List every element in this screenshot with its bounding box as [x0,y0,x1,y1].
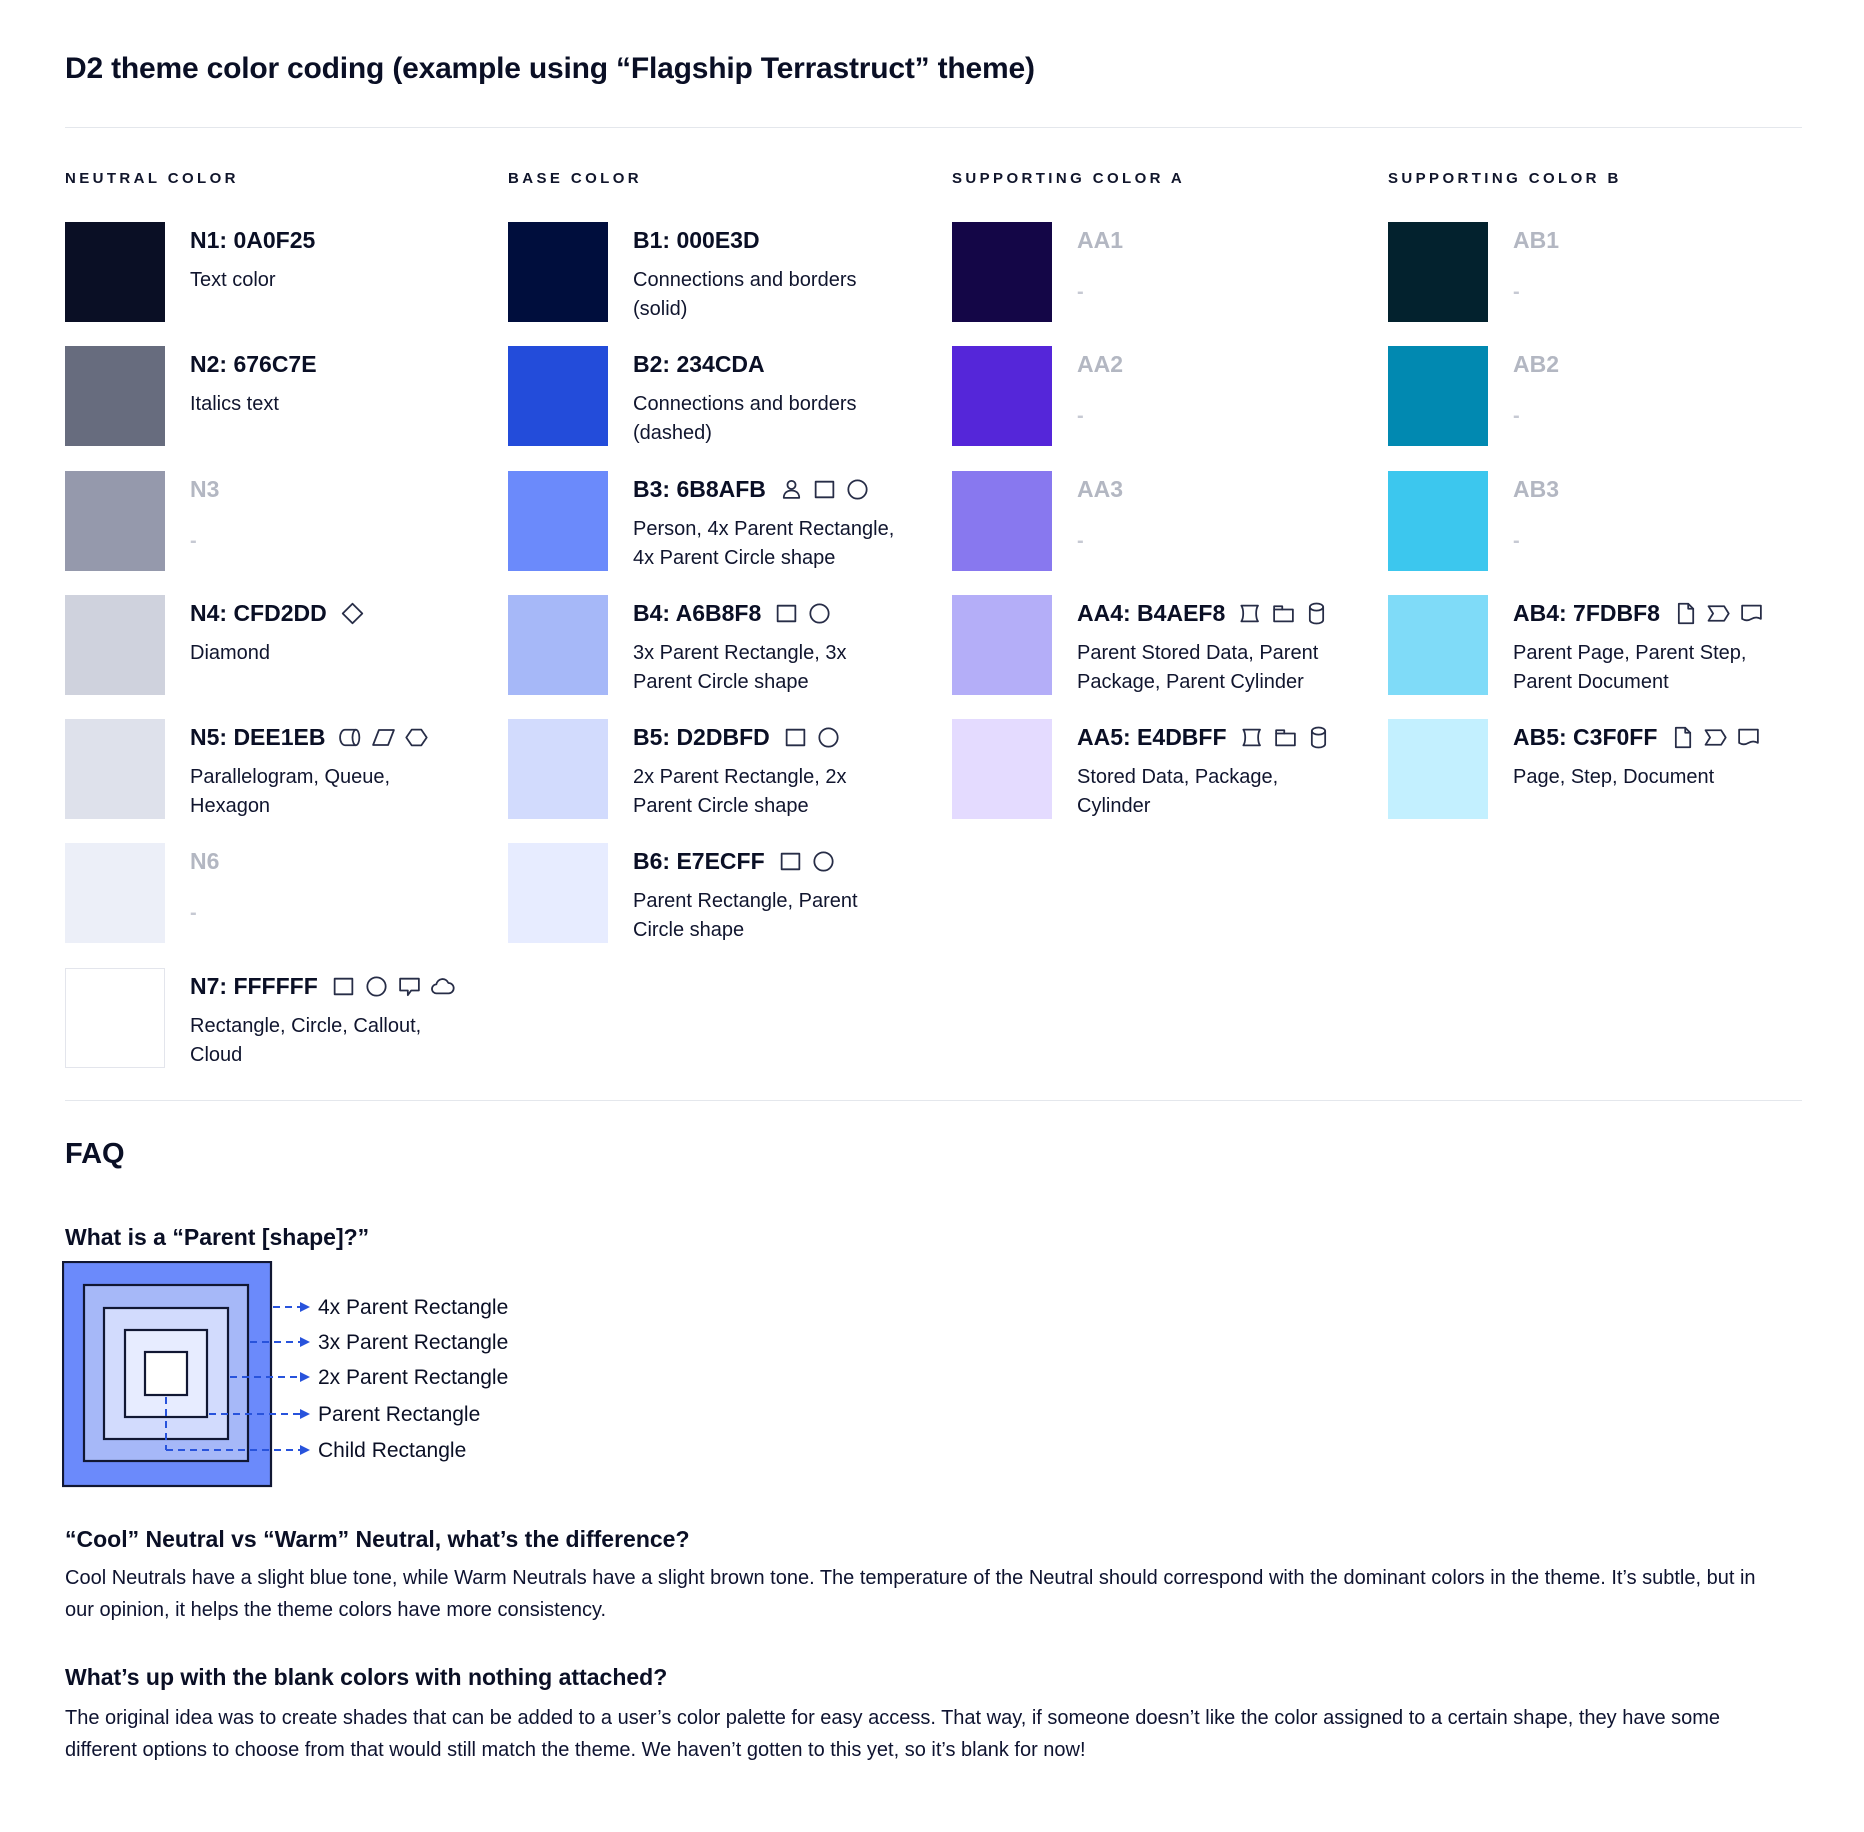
shape-icons [338,725,429,750]
diagram-label: 4x Parent Rectangle [318,1296,509,1319]
color-usage-desc: Page, Step, Document [1513,766,1715,789]
document-icon [1739,601,1764,626]
swatch-n6 [65,843,165,943]
swatch-info-b2 [633,346,945,448]
color-code-line [1077,227,1388,254]
color-code-label: AA1 [1077,227,1124,253]
swatch-aa1 [952,222,1052,322]
color-code-label: N5: DEE1EB [190,724,326,751]
color-usage-desc: Connections and borders (dashed) [633,393,857,445]
circle-icon [807,601,832,626]
diamond-icon [340,601,365,626]
swatch-n3 [65,471,165,571]
column-header-neutral-color: NEUTRAL COLOR [65,170,239,187]
palette-item-aa5 [952,719,1388,843]
diagram-square-level-1 [145,1352,187,1395]
swatch-info-ab5 [1513,719,1808,792]
color-code-line [1077,351,1388,378]
parallelogram-icon [371,725,396,750]
palette-item-aa1 [952,222,1388,346]
palette-item-b5 [508,719,952,843]
color-code-line [190,351,502,378]
palette-item-n4 [65,595,508,719]
color-code-line [633,351,945,378]
swatch-n5 [65,719,165,819]
swatch-n7 [65,968,165,1068]
swatch-info-ab1 [1513,222,1808,307]
color-usage-desc: - [190,529,197,552]
faq-question-blank-colors: What’s up with the blank colors with nothing attached? [65,1664,668,1690]
swatch-n4 [65,595,165,695]
swatch-aa5 [952,719,1052,819]
palette-item-b1 [508,222,952,346]
palette-item-b2 [508,346,952,470]
diagram-arrowhead [300,1372,310,1382]
rectangle-icon [812,477,837,502]
swatch-info-n4 [190,595,502,668]
swatch-n2 [65,346,165,446]
swatch-b2 [508,346,608,446]
palette-item-ab5 [1388,719,1808,843]
swatch-info-b3 [633,471,945,573]
color-code-label: N2: 676C7E [190,351,317,378]
swatch-n1 [65,222,165,322]
step-icon [1703,725,1728,750]
color-code-line [1513,476,1808,503]
swatch-info-aa2 [1077,346,1388,431]
queue-icon [338,725,363,750]
swatch-b3 [508,471,608,571]
swatch-ab2 [1388,346,1488,446]
color-usage-desc: 2x Parent Rectangle, 2x Parent Circle shape [633,766,847,818]
swatch-ab3 [1388,471,1488,571]
parent-shape-diagram [62,1261,532,1499]
swatch-ab4 [1388,595,1488,695]
color-code-line [1077,600,1388,627]
color-code-line [190,724,502,751]
shape-icons [778,849,836,874]
faq-heading: FAQ [65,1138,125,1170]
swatch-info-aa4 [1077,595,1388,697]
page-icon [1670,725,1695,750]
callout-icon [397,974,422,999]
color-code-label: N7: FFFFFF [190,972,318,999]
color-code-label: AA4: B4AEF8 [1077,599,1226,626]
color-usage-desc: Parent Rectangle, Parent Circle shape [633,890,858,942]
swatch-aa2 [952,346,1052,446]
rectangle-icon [778,849,803,874]
column-header-supporting-color-a: SUPPORTING COLOR A [952,170,1186,187]
faq-answer-cool-vs-warm: Cool Neutrals have a slight blue tone, while Warm Neutrals have a slight brown tone. The temperature of the Neutral should correspond with the dominant colors in the theme. It’s subtle, but in our opinion, it helps the theme colors have more consistency. [65,1567,1756,1621]
section-divider [65,1100,1802,1101]
color-code-line [190,600,502,627]
shape-icons [783,725,841,750]
shape-icons [779,477,870,502]
palette-item-n2 [65,346,508,470]
color-code-label: AB2 [1513,351,1560,378]
diagram-label: 2x Parent Rectangle [318,1366,509,1389]
swatch-info-n6 [190,843,502,928]
color-code-label: B4: A6B8F8 [633,599,762,626]
swatch-info-n5 [190,719,502,821]
palette-item-ab4 [1388,595,1808,719]
person-icon [779,477,804,502]
color-usage-desc: Connections and borders (solid) [633,269,857,320]
shape-icons [1240,725,1331,750]
color-code-line [1077,724,1388,751]
column-header-supporting-color-b: SUPPORTING COLOR B [1388,170,1622,187]
swatch-b5 [508,719,608,819]
column-header-base-color: BASE COLOR [508,170,643,187]
color-code-line [633,600,945,627]
rectangle-icon [783,725,808,750]
color-code-label: AB4: 7FDBF8 [1513,599,1660,626]
palette-item-b3 [508,471,952,595]
diagram-label: Child Rectangle [318,1439,467,1462]
color-usage-desc: Stored Data, Package, Cylinder [1077,766,1279,818]
color-usage-desc: Diamond [190,641,271,664]
color-usage-desc: 3x Parent Rectangle, 3x Parent Circle shape [633,641,847,693]
diagram-arrowhead [300,1445,310,1455]
cylinder-icon [1306,725,1331,750]
palette-item-ab3 [1388,471,1808,595]
palette-item-ab2 [1388,346,1808,470]
palette-item-n3 [65,471,508,595]
package-icon [1271,601,1296,626]
cylinder-icon [1304,601,1329,626]
color-usage-desc: - [1513,529,1520,552]
color-code-line [633,476,945,503]
palette-grid [65,170,1808,1092]
palette-item-n5 [65,719,508,843]
palette-item-aa3 [952,471,1388,595]
color-code-label: N1: 0A0F25 [190,227,316,253]
color-usage-desc: - [1077,281,1084,303]
color-code-line [190,227,502,254]
color-usage-desc: - [1513,405,1520,428]
rectangle-icon [774,601,799,626]
color-code-label: AA2 [1077,351,1124,378]
shape-icons [1670,725,1761,750]
color-code-line [190,848,502,875]
swatch-info-b5 [633,719,945,821]
color-code-label: AB1 [1513,227,1560,253]
package-icon [1273,725,1298,750]
swatch-b6 [508,843,608,943]
shape-icons [331,974,455,999]
color-usage-desc: Parallelogram, Queue, Hexagon [190,766,391,818]
shape-icons [774,601,832,626]
color-code-line [190,973,502,1000]
swatch-info-ab3 [1513,471,1808,556]
palette-item-aa2 [952,346,1388,470]
palette-item-aa4 [952,595,1388,719]
swatch-info-aa3 [1077,471,1388,556]
swatch-b1 [508,222,608,322]
circle-icon [816,725,841,750]
swatch-ab1 [1388,222,1488,322]
circle-icon [845,477,870,502]
swatch-aa4 [952,595,1052,695]
color-code-line [190,476,502,503]
color-code-label: AA3 [1077,475,1124,502]
swatch-b4 [508,595,608,695]
color-code-line [1077,476,1388,503]
color-code-line [633,848,945,875]
swatch-aa3 [952,471,1052,571]
hexagon-icon [404,725,429,750]
color-usage-desc: Parent Page, Parent Step, Parent Document [1513,641,1747,693]
color-usage-desc: Parent Stored Data, Parent Package, Parent Cylinder [1077,641,1319,693]
palette-item-n1 [65,222,508,346]
palette-item-b4 [508,595,952,719]
color-code-label: B3: 6B8AFB [633,475,766,502]
swatch-info-aa5 [1077,719,1388,821]
section-divider [65,127,1802,128]
diagram-arrowhead [300,1409,310,1419]
swatch-info-n2 [190,346,502,419]
color-code-line [633,227,945,254]
color-code-label: B6: E7ECFF [633,848,765,875]
faq-question-cool-vs-warm: “Cool” Neutral vs “Warm” Neutral, what’s the difference? [65,1526,690,1552]
color-code-line [1513,600,1808,627]
page-title: D2 theme color coding (example using “Flagship Terrastruct” theme) [65,52,1035,85]
page-icon [1673,601,1698,626]
color-code-label: AA5: E4DBFF [1077,724,1227,751]
shape-icons [1673,601,1764,626]
color-code-line [1513,351,1808,378]
swatch-info-n3 [190,471,502,556]
color-usage-desc: - [1077,405,1084,428]
color-usage-desc: - [190,902,197,925]
color-usage-desc: - [1077,529,1084,552]
shape-icons [1238,601,1329,626]
faq-question-parent-shape: What is a “Parent [shape]?” [65,1224,370,1250]
stored-data-icon [1238,601,1263,626]
swatch-info-n1 [190,222,502,295]
color-usage-desc: Italics text [190,393,279,416]
color-code-line [633,724,945,751]
color-code-label: B2: 234CDA [633,351,765,378]
color-code-label: AB5: C3F0FF [1513,724,1658,751]
color-usage-desc: Person, 4x Parent Rectangle, 4x Parent Circle shape [633,517,895,569]
color-code-line [1513,724,1808,751]
swatch-info-n7 [190,968,502,1070]
palette-item-b6 [508,843,952,967]
swatch-info-ab4 [1513,595,1808,697]
cloud-icon [430,974,455,999]
diagram-label: 3x Parent Rectangle [318,1331,509,1354]
swatch-info-b6 [633,843,945,945]
diagram-arrowhead [300,1337,310,1347]
color-code-label: B1: 000E3D [633,227,760,253]
color-code-label: N3 [190,475,220,502]
faq-answer-blank-colors: The original idea was to create shades that can be added to a user’s color palette for easy access. That way, if someone doesn’t like the color assigned to a certain shape, they have some different options to choose from that would still match the theme. We haven’t gotten to this yet, so it’s blank for now! [65,1707,1721,1761]
color-usage-desc: - [1513,281,1520,303]
step-icon [1706,601,1731,626]
rectangle-icon [331,974,356,999]
shape-icons [340,601,365,626]
circle-icon [364,974,389,999]
swatch-info-b1 [633,222,945,324]
stored-data-icon [1240,725,1265,750]
diagram-label: Parent Rectangle [318,1403,481,1426]
color-code-label: B5: D2DBFD [633,724,770,751]
color-code-line [1513,227,1808,254]
palette-item-ab1 [1388,222,1808,346]
color-code-label: N4: CFD2DD [190,599,327,626]
palette-item-n7 [65,968,508,1092]
color-usage-desc: Rectangle, Circle, Callout, Cloud [190,1014,422,1066]
document-icon [1736,725,1761,750]
palette-item-n6 [65,843,508,967]
circle-icon [811,849,836,874]
diagram-arrowhead [300,1302,310,1312]
swatch-info-b4 [633,595,945,697]
swatch-info-aa1 [1077,222,1388,307]
color-code-label: N6 [190,848,220,875]
color-usage-desc: Text color [190,269,276,291]
swatch-ab5 [1388,719,1488,819]
color-code-label: AB3 [1513,475,1560,502]
swatch-info-ab2 [1513,346,1808,431]
